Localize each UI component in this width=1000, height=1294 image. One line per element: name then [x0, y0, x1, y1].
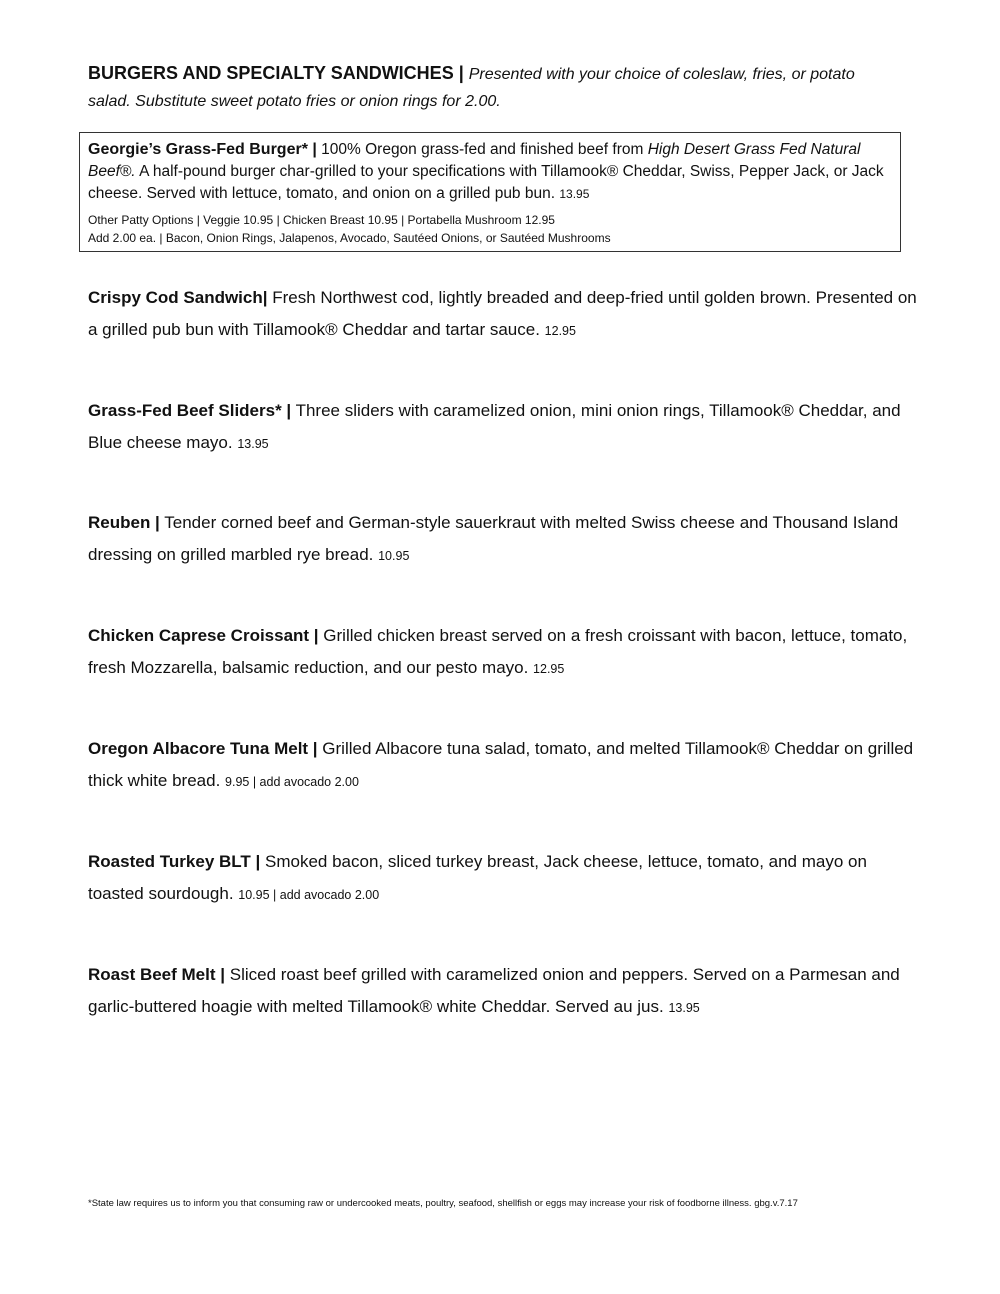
featured-burger-box [79, 132, 901, 252]
featured-options-line2: Add 2.00 ea. | Bacon, Onion Rings, Jalapenos, Avocado, Sautéed Onions, or Sautéed Mushrooms [88, 231, 611, 245]
featured-item [88, 139, 892, 205]
menu-item-name: Crispy Cod Sandwich| [88, 288, 268, 307]
menu-item-name: Oregon Albacore Tuna Melt | [88, 739, 318, 758]
menu-item-name: Reuben | [88, 513, 160, 532]
menu-item-desc: Grilled chicken breast served on a fresh croissant with bacon, lettuce, tomato, fresh Mozzarella, balsamic reduction, and our pesto mayo. [88, 626, 908, 677]
featured-item-price: 13.95 [559, 187, 590, 201]
section-title: BURGERS AND SPECIALTY SANDWICHES [88, 63, 454, 83]
featured-options [88, 211, 892, 247]
menu-item-name: Grass-Fed Beef Sliders* | [88, 401, 292, 420]
menu-item-crispy-cod [88, 282, 918, 347]
menu-item-beef-sliders [88, 395, 918, 460]
menu-item-desc: Smoked bacon, sliced turkey breast, Jack cheese, lettuce, tomato, and mayo on toasted sourdough. [88, 852, 867, 903]
menu-item-price: 10.95 [378, 549, 410, 563]
menu-item-price: 12.95 [544, 324, 576, 338]
menu-item-price: 12.95 [533, 662, 565, 676]
menu-item-price: 13.95 [237, 437, 269, 451]
section-header [88, 60, 918, 115]
featured-options-line1: Other Patty Options | Veggie 10.95 | Chicken Breast 10.95 | Portabella Mushroom 12.95 [88, 213, 555, 227]
menu-item-name: Chicken Caprese Croissant | [88, 626, 319, 645]
menu-item-roast-beef-melt [88, 959, 918, 1024]
menu-item-price: 13.95 [668, 1001, 700, 1015]
featured-item-name: Georgie’s Grass-Fed Burger* | [88, 141, 317, 158]
menu-item-desc: Grilled Albacore tuna salad, tomato, and melted Tillamook® Cheddar on grilled thick white bread. [88, 739, 914, 790]
section-separator: | [453, 63, 469, 83]
menu-item-price: 9.95 | add avocado 2.00 [225, 775, 359, 789]
featured-item-desc-italic: High Desert Grass Fed Natural Beef®. [88, 141, 861, 180]
menu-item-desc: Fresh Northwest cod, lightly breaded and deep-fried until golden brown. Presented on a grilled pub bun with Tillamook® Cheddar and tartar sauce. [88, 288, 917, 339]
section-subtitle-line2: salad. Substitute sweet potato fries or onion rings for 2.00. [88, 93, 501, 110]
featured-item-desc-part2: A half-pound burger char-grilled to your specifications with Tillamook® Cheddar, Swiss, Pepper Jack, or Jack cheese. Served with lettuce, tomato, and onion on a grilled pub bun. [88, 163, 884, 202]
foodborne-illness-footnote: *State law requires us to inform you that consuming raw or undercooked meats, poultry, seafood, shellfish or eggs may increase your risk of foodborne illness. gbg.v.7.17 [88, 1198, 798, 1209]
menu-item-desc: Three sliders with caramelized onion, mini onion rings, Tillamook® Cheddar, and Blue cheese mayo. [88, 401, 901, 452]
menu-item-reuben [88, 507, 918, 572]
menu-page [88, 60, 918, 1016]
menu-item-price: 10.95 | add avocado 2.00 [238, 888, 380, 902]
menu-item-desc: Sliced roast beef grilled with caramelized onion and peppers. Served on a Parmesan and garlic-buttered hoagie with melted Tillamook® white Cheddar. Served au jus. [88, 965, 900, 1016]
menu-item-name: Roast Beef Melt | [88, 965, 226, 984]
menu-item-tuna-melt [88, 733, 918, 798]
featured-item-desc-part1: 100% Oregon grass-fed and finished beef from [316, 141, 648, 158]
menu-item-name: Roasted Turkey BLT | [88, 852, 261, 871]
menu-item-chicken-caprese [88, 620, 918, 685]
menu-item-turkey-blt [88, 846, 918, 911]
section-subtitle-line1: Presented with your choice of coleslaw, fries, or potato [468, 66, 855, 83]
menu-item-desc: Tender corned beef and German-style sauerkraut with melted Swiss cheese and Thousand Island dressing on grilled marbled rye bread. [88, 513, 899, 564]
